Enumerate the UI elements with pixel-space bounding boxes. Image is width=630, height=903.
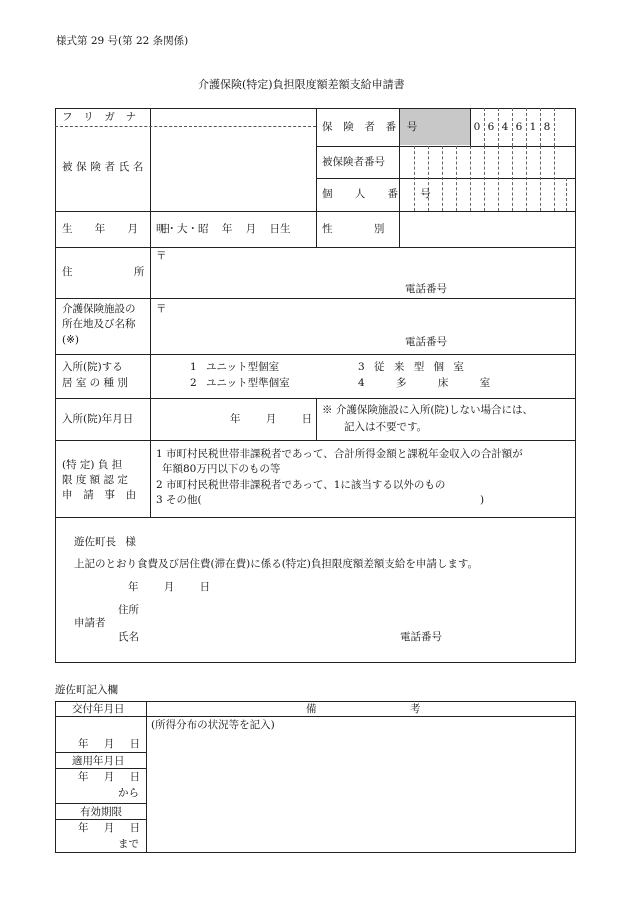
applicant-name-field[interactable]: [150, 626, 390, 644]
form-number: 様式第 29 号(第 22 条関係): [56, 35, 189, 47]
facility-label-line3: (※): [62, 334, 79, 346]
insurer-digit: 8: [543, 121, 551, 133]
reason-option-1[interactable]: 1 市町村民税世帯非課税者であって、合計所得金額と課税年金収入の合計額が: [156, 448, 523, 460]
insured-number-field[interactable]: [401, 147, 575, 177]
admission-note-line2: 記入は不要です。: [344, 421, 428, 433]
personal-number-label: 個 人 番 号: [322, 188, 441, 200]
birth-date-field[interactable]: 明・大・昭 年 月 日生: [156, 223, 291, 235]
facility-phone-label: 電話番号: [405, 336, 447, 348]
address-field[interactable]: [152, 248, 575, 278]
facility-label-line2: 所在地及び名称: [62, 318, 136, 330]
sex-label: 性 別: [322, 223, 385, 235]
applicant-address-field[interactable]: [150, 600, 560, 618]
admission-date-label: 入所(院)年月日: [62, 413, 134, 425]
room-option-3[interactable]: 3 従 来 型 個 室: [358, 361, 464, 373]
facility-postal-mark: 〒: [156, 303, 167, 315]
reason-option-1-cont: 年額80万円以下のもの等: [162, 463, 281, 475]
personal-number-field[interactable]: [401, 179, 575, 210]
remarks-field[interactable]: [148, 734, 574, 851]
room-option-1[interactable]: 1 ユニット型個室: [190, 361, 280, 373]
issue-date-label: 交付年月日: [72, 703, 125, 715]
insurer-digit: 1: [529, 121, 537, 133]
reason-option-3[interactable]: 3 その他(: [156, 494, 202, 506]
insured-number-label: 被保険者番号: [322, 156, 385, 168]
address-postal-mark: 〒: [156, 250, 167, 262]
address-phone-label: 電話番号: [405, 283, 447, 295]
applicant-address-label: 住所: [118, 604, 139, 616]
reason-option-3-close: ): [480, 494, 485, 506]
admission-date-field[interactable]: 年 月 日: [230, 413, 313, 425]
valid-until-date-field[interactable]: 年 月 日: [78, 822, 141, 834]
office-section-heading: 遊佐町記入欄: [55, 684, 118, 696]
insurer-number-label: 保 険 者 番 号: [322, 121, 421, 133]
insurer-digit: 6: [515, 121, 523, 133]
applicable-date-label: 適用年月日: [72, 755, 125, 767]
applicant-name-label: 氏名: [118, 631, 139, 643]
insurer-digit: 6: [487, 121, 495, 133]
reason-label-line3: 申 請 事 由: [62, 489, 140, 501]
insurer-digit: 0: [473, 121, 481, 133]
furigana-field[interactable]: [152, 109, 314, 125]
reason-label-line2: 限 度 額 認 定: [62, 474, 128, 486]
application-statement: 上記のとおり食費及び居住費(滞在費)に係る(特定)負担限度額差額支給を申請します。: [74, 558, 479, 570]
facility-field[interactable]: [152, 299, 575, 333]
applicable-date-field[interactable]: 年 月 日: [78, 771, 141, 783]
applicant-label: 申請者: [74, 617, 106, 629]
birth-date-label: 生 年 月 日: [62, 223, 181, 235]
remarks-label: 備 考: [306, 703, 421, 715]
application-date-field[interactable]: 年 月 日: [128, 581, 211, 593]
valid-until-suffix: まで: [118, 838, 139, 850]
addressee: 遊佐町長 様: [74, 536, 136, 548]
room-option-4[interactable]: 4 多 床 室: [358, 377, 491, 389]
applicable-from-label: から: [118, 787, 139, 799]
insured-name-label: 被保険者氏名: [62, 161, 148, 173]
insurer-digit: 4: [501, 121, 509, 133]
applicant-phone-label: 電話番号: [400, 631, 442, 643]
sex-field[interactable]: [401, 212, 575, 246]
reason-option-2[interactable]: 2 市町村民税世帯非課税者であって、1に該当する以外のもの: [156, 479, 446, 491]
furigana-label: フ リ ガ ナ: [62, 111, 140, 123]
remarks-note: (所得分布の状況等を記入): [151, 719, 275, 731]
issue-date-field[interactable]: 年 月 日: [78, 738, 141, 750]
insured-name-field[interactable]: [152, 128, 314, 210]
room-type-label-line2: 居 室 の 種 別: [62, 377, 128, 389]
facility-label-line1: 介護保険施設の: [62, 303, 136, 315]
address-label: 住 所: [62, 266, 145, 278]
reason-label-line1: (特 定) 負 担: [62, 459, 123, 471]
admission-note-line1: ※ 介護保険施設に入所(院)しない場合には、: [322, 404, 534, 416]
form-title: 介護保険(特定)負担限度額差額支給申請書: [198, 78, 405, 91]
room-option-2[interactable]: 2 ユニット型準個室: [190, 377, 290, 389]
valid-until-label: 有効期限: [80, 806, 122, 818]
room-type-label-line1: 入所(院)する: [62, 361, 123, 373]
